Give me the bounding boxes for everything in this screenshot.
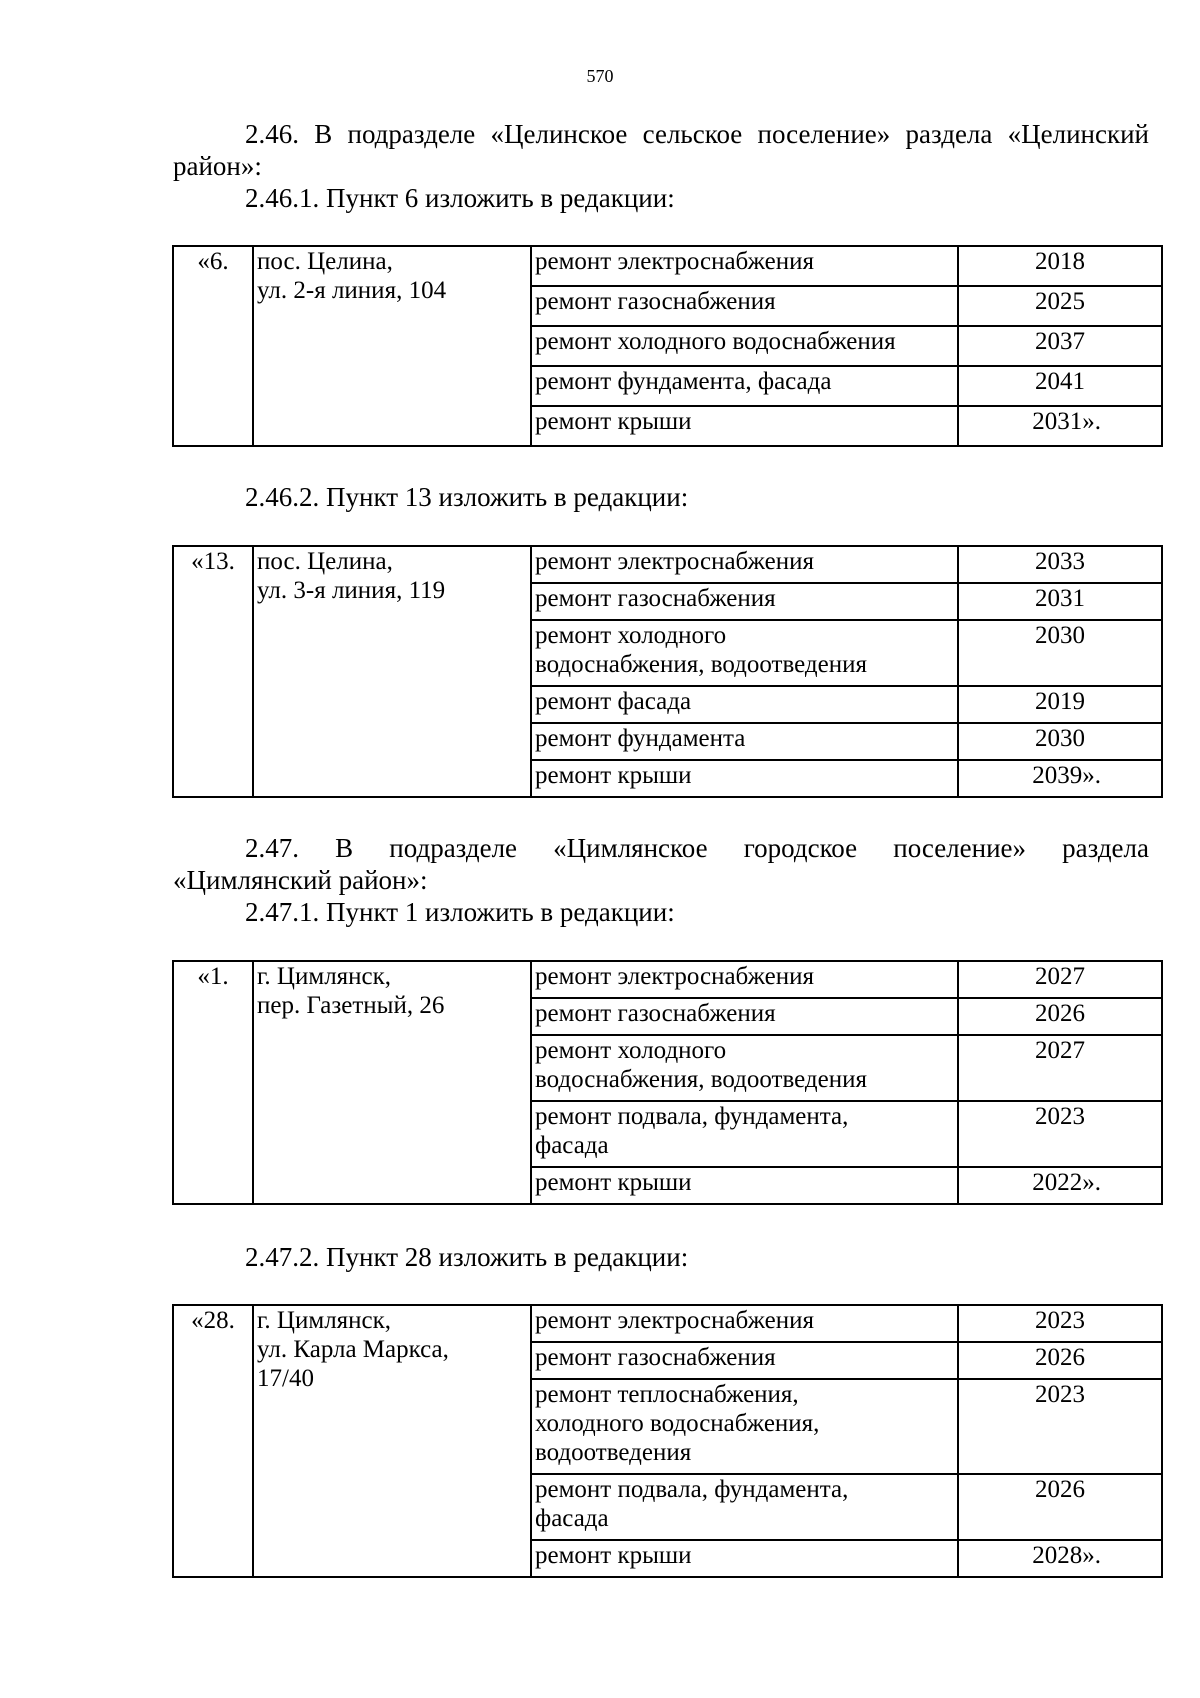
work-cell [531, 1474, 958, 1540]
page-number: 570 [586, 66, 614, 86]
work-cell: ремонт электроснабжения [531, 961, 958, 998]
work-line: ремонт холодного [535, 1037, 727, 1064]
paragraph-2-46-text: 2.46. В подразделе «Целинское сельское поселение» раздела «Целинский [245, 119, 1149, 149]
work-line: ремонт подвала, фундамента, [535, 1476, 849, 1503]
address-line: ул. Карла Маркса, [257, 1336, 449, 1363]
work-line: водоснабжения, водоотведения [535, 651, 867, 678]
year-cell: 2023 [958, 1101, 1162, 1167]
address-cell [253, 1305, 531, 1577]
year-cell: 2018 [958, 246, 1162, 286]
work-line: холодного водоснабжения, [535, 1410, 820, 1437]
heading-2-46-1 [173, 182, 1149, 214]
item-number: «28. [173, 1305, 253, 1577]
heading-2-47-1 [173, 896, 1149, 928]
paragraph-2-47-text: 2.47. В подразделе «Цимлянское городское поселение» раздела [245, 833, 1149, 863]
address-line: 17/40 [257, 1365, 314, 1392]
work-cell: ремонт крыши [531, 1540, 958, 1577]
year-cell: 2030 [958, 620, 1162, 686]
paragraph-2-47-cont: «Цимлянский район»: [173, 865, 428, 895]
work-cell: ремонт крыши [531, 1167, 958, 1204]
work-cell: ремонт электроснабжения [531, 246, 958, 286]
heading-2-46-2 [173, 481, 1149, 513]
address-line: г. Цимлянск, [257, 963, 392, 990]
work-cell: ремонт газоснабжения [531, 1342, 958, 1379]
paragraph-2-47 [173, 832, 1149, 864]
address-line: ул. 2-я линия, 104 [257, 277, 447, 304]
table-row [173, 961, 1162, 998]
work-cell: ремонт крыши [531, 760, 958, 797]
work-cell: ремонт фасада [531, 686, 958, 723]
address-cell [253, 546, 531, 797]
table-row [173, 246, 1162, 286]
year-cell: 2023 [958, 1305, 1162, 1342]
year-cell: 2028». [958, 1540, 1162, 1577]
work-cell [531, 1379, 958, 1474]
year-cell: 2031 [958, 583, 1162, 620]
year-cell: 2026 [958, 998, 1162, 1035]
table-row [173, 1305, 1162, 1342]
heading-2-47-2 [173, 1241, 1149, 1273]
item-number: «13. [173, 546, 253, 797]
work-line: ремонт теплоснабжения, [535, 1381, 799, 1408]
work-line: водоснабжения, водоотведения [535, 1066, 867, 1093]
work-cell: ремонт электроснабжения [531, 546, 958, 583]
table-row [173, 546, 1162, 583]
work-cell [531, 620, 958, 686]
work-line: ремонт подвала, фундамента, [535, 1103, 849, 1130]
work-cell: ремонт фундамента, фасада [531, 366, 958, 406]
table-punkt-6 [172, 245, 1163, 447]
work-cell: ремонт фундамента [531, 723, 958, 760]
work-cell: ремонт крыши [531, 406, 958, 446]
year-cell: 2037 [958, 326, 1162, 366]
work-line: водоотведения [535, 1439, 692, 1466]
address-cell [253, 246, 531, 446]
work-line: фасада [535, 1132, 609, 1159]
year-cell: 2039». [958, 760, 1162, 797]
heading-2-47-2-text: 2.47.2. Пункт 28 изложить в редакции: [245, 1242, 689, 1272]
work-line: ремонт холодного [535, 622, 727, 649]
work-cell [531, 1035, 958, 1101]
year-cell: 2030 [958, 723, 1162, 760]
work-cell: ремонт газоснабжения [531, 286, 958, 326]
work-cell: ремонт электроснабжения [531, 1305, 958, 1342]
table-punkt-13 [172, 545, 1163, 798]
work-cell: ремонт газоснабжения [531, 998, 958, 1035]
work-cell: ремонт газоснабжения [531, 583, 958, 620]
year-cell: 2022». [958, 1167, 1162, 1204]
address-line: г. Цимлянск, [257, 1307, 392, 1334]
year-cell: 2023 [958, 1379, 1162, 1474]
year-cell: 2026 [958, 1342, 1162, 1379]
paragraph-2-46-cont: район»: [173, 151, 262, 181]
year-cell: 2041 [958, 366, 1162, 406]
item-number: «6. [173, 246, 253, 446]
address-cell [253, 961, 531, 1204]
heading-2-47-1-text: 2.47.1. Пункт 1 изложить в редакции: [245, 897, 675, 927]
heading-2-46-2-text: 2.46.2. Пункт 13 изложить в редакции: [245, 482, 689, 512]
address-line: пос. Целина, [257, 548, 393, 575]
address-line: пос. Целина, [257, 248, 393, 275]
year-cell: 2026 [958, 1474, 1162, 1540]
work-line: фасада [535, 1505, 609, 1532]
year-cell: 2031». [958, 406, 1162, 446]
table-punkt-1 [172, 960, 1163, 1205]
year-cell: 2019 [958, 686, 1162, 723]
address-line: ул. 3-я линия, 119 [257, 577, 446, 604]
work-cell [531, 1101, 958, 1167]
item-number: «1. [173, 961, 253, 1204]
address-line: пер. Газетный, 26 [257, 992, 445, 1019]
year-cell: 2025 [958, 286, 1162, 326]
table-punkt-28 [172, 1304, 1163, 1578]
work-cell: ремонт холодного водоснабжения [531, 326, 958, 366]
year-cell: 2027 [958, 1035, 1162, 1101]
paragraph-2-46 [173, 118, 1149, 150]
heading-2-46-1-text: 2.46.1. Пункт 6 изложить в редакции: [245, 183, 675, 213]
year-cell: 2027 [958, 961, 1162, 998]
year-cell: 2033 [958, 546, 1162, 583]
